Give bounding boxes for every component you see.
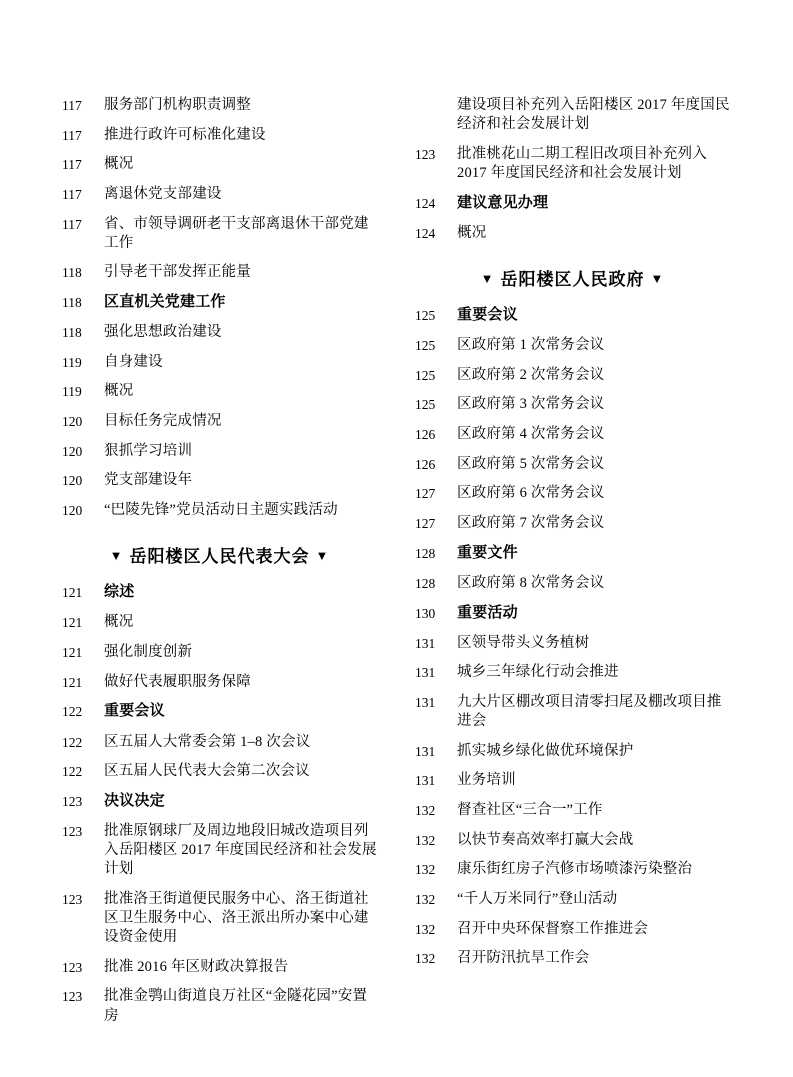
toc-entry[interactable]: [415, 801, 730, 820]
toc-entry-page: 117: [62, 216, 82, 232]
toc-entry-page: 131: [415, 743, 436, 759]
toc-entry[interactable]: [415, 484, 730, 503]
toc-entry[interactable]: [62, 412, 377, 431]
toc-entry-title: 区政府第 8 次常务会议: [457, 574, 605, 591]
toc-entry-title: 建议意见办理: [457, 194, 549, 211]
toc-entry-page: 119: [62, 354, 82, 370]
toc-entry[interactable]: [62, 958, 377, 977]
toc-entry-page: 121: [62, 615, 83, 631]
toc-entry[interactable]: [415, 693, 730, 731]
toc-entry-title: 重要会议: [457, 306, 518, 323]
toc-entry-title: 区领导带头义务植树: [457, 634, 590, 651]
toc-entry-page: 120: [62, 443, 83, 459]
toc-entry-title: 批准桃花山二期工程旧改项目补充列入 2017 年度国民经济和社会发展计划: [457, 145, 707, 181]
toc-entry-page: 122: [62, 704, 83, 720]
toc-entry-title: 概况: [104, 614, 134, 631]
toc-entry-title: 督查社区“三合一”工作: [457, 802, 603, 819]
toc-entry-page: 118: [62, 325, 82, 341]
toc-entry-title: 九大片区棚改项目清零扫尾及棚改项目推进会: [457, 694, 722, 730]
toc-entry-page: 121: [62, 644, 83, 660]
toc-entry[interactable]: [415, 771, 730, 790]
toc-entry[interactable]: [415, 306, 730, 326]
section-header-renda: [62, 542, 377, 567]
section-header-zhengfu: [415, 265, 730, 290]
toc-entry[interactable]: [62, 890, 377, 947]
toc-entry-page: 123: [415, 146, 436, 162]
toc-entry-title: 服务部门机构职责调整: [104, 97, 251, 113]
toc-entry[interactable]: [62, 155, 377, 174]
toc-entry-title: 目标任务完成情况: [104, 413, 222, 430]
toc-entry[interactable]: [62, 471, 377, 490]
toc-entry-page: 125: [415, 397, 436, 413]
toc-entry-page: 132: [415, 862, 436, 878]
toc-entry-page: 127: [415, 486, 436, 502]
toc-entry[interactable]: [415, 890, 730, 909]
toc-entry-page: 128: [415, 575, 436, 591]
toc-entry[interactable]: [62, 762, 377, 781]
toc-entry-title: 召开中央环保督察工作推进会: [457, 920, 649, 937]
toc-entry[interactable]: [62, 501, 377, 520]
toc-entry-page: 120: [62, 414, 83, 430]
toc-entry-title: 召开防汛抗旱工作会: [457, 950, 590, 967]
toc-entry-page: 132: [415, 803, 436, 819]
toc-left-entries-after: [62, 583, 377, 1026]
toc-right-entries: [415, 96, 730, 243]
toc-entry-title: 党支部建设年: [104, 472, 193, 489]
toc-entry[interactable]: [62, 733, 377, 752]
toc-entry-title: 重要文件: [457, 544, 518, 561]
toc-entry-title: 引导老干部发挥正能量: [104, 264, 251, 281]
toc-entry[interactable]: [415, 831, 730, 850]
toc-entry[interactable]: [62, 792, 377, 812]
toc-entry-page: 126: [415, 427, 436, 443]
toc-entry[interactable]: [62, 96, 377, 115]
toc-entry[interactable]: [415, 634, 730, 653]
toc-entry-title: 康乐街红房子汽修市场喷漆污染整治: [457, 861, 693, 878]
toc-entry[interactable]: [415, 96, 730, 134]
triangle-right-icon: ▼: [650, 270, 665, 286]
toc-right-entries-after: [415, 306, 730, 968]
toc-entry-title: 区政府第 4 次常务会议: [457, 426, 605, 443]
toc-entry[interactable]: [62, 442, 377, 461]
toc-entry-page: 123: [62, 793, 83, 809]
toc-entry[interactable]: [62, 643, 377, 662]
toc-entry[interactable]: [415, 455, 730, 474]
toc-entry-page: 131: [415, 773, 436, 789]
toc-entry-title: 重要活动: [457, 604, 518, 621]
toc-left-column: [62, 96, 377, 1036]
toc-entry[interactable]: [415, 514, 730, 533]
toc-entry-page: 122: [62, 734, 83, 750]
toc-entry[interactable]: [62, 185, 377, 204]
toc-entry-page: 119: [62, 384, 82, 400]
toc-entry-title: 区五届人民代表大会第二次会议: [104, 763, 310, 780]
toc-entry[interactable]: [62, 215, 377, 253]
toc-entry[interactable]: [415, 366, 730, 385]
toc-entry-title: 区政府第 1 次常务会议: [457, 337, 605, 354]
toc-entry[interactable]: [415, 544, 730, 564]
toc-entry-title: 批准原钢球厂及周边地段旧城改造项目列入岳阳楼区 2017 年度国民经济和社会发展计划: [104, 823, 377, 878]
toc-entry-title: 概况: [104, 156, 134, 173]
toc-entry-title: 区政府第 2 次常务会议: [457, 366, 605, 383]
section-header-renda-label: 岳阳楼区人民代表大会: [129, 547, 310, 567]
toc-entry-page: 120: [62, 502, 83, 518]
toc-entry-title: 强化思想政治建设: [104, 324, 222, 341]
toc-entry-title: 区政府第 7 次常务会议: [457, 514, 605, 531]
toc-entry-title: 抓实城乡绿化做优环境保护: [457, 742, 634, 759]
toc-left-entries: [62, 96, 377, 520]
toc-entry-page: 126: [415, 456, 436, 472]
toc-entry-page: 121: [62, 674, 83, 690]
toc-entry-page: 122: [62, 764, 83, 780]
toc-entry-title: “巴陵先锋”党员活动日主题实践活动: [104, 501, 338, 518]
toc-entry-page: 118: [62, 265, 82, 281]
toc-entry-page: 124: [415, 225, 436, 241]
toc-entry-title: 强化制度创新: [104, 643, 193, 660]
toc-columns: [62, 96, 731, 1036]
toc-entry-page: 123: [62, 824, 83, 840]
triangle-left-icon: ▼: [480, 270, 495, 286]
toc-entry-page: 125: [415, 367, 436, 383]
triangle-left-icon: ▼: [109, 548, 124, 564]
toc-entry-title: 综述: [104, 584, 135, 601]
toc-entry-title: 以快节奏高效率打赢大会战: [457, 831, 634, 848]
toc-entry-page: 121: [62, 585, 83, 601]
toc-right-column: [415, 96, 730, 979]
toc-entry[interactable]: [62, 987, 377, 1025]
toc-entry-title: 建设项目补充列入岳阳楼区 2017 年度国民经济和社会发展计划: [457, 97, 730, 133]
toc-entry-page: 132: [415, 951, 436, 967]
toc-entry-title: 业务培训: [457, 772, 516, 789]
toc-entry-page: 123: [62, 891, 83, 907]
toc-entry[interactable]: [62, 673, 377, 692]
toc-entry-page: 123: [62, 989, 83, 1005]
toc-entry-page: 130: [415, 605, 436, 621]
toc-entry-page: 132: [415, 921, 436, 937]
toc-entry-page: 132: [415, 832, 436, 848]
toc-entry-title: 城乡三年绿化行动会推进: [457, 664, 619, 681]
toc-entry-page: 117: [62, 98, 82, 113]
toc-entry-title: 批准 2016 年区财政决算报告: [104, 958, 289, 975]
toc-entry-page: 117: [62, 186, 82, 202]
toc-entry[interactable]: [415, 949, 730, 968]
triangle-right-icon: ▼: [315, 548, 330, 564]
toc-entry-title: “千人万米同行”登山活动: [457, 890, 618, 907]
toc-entry-page: 132: [415, 891, 436, 907]
toc-entry[interactable]: [62, 822, 377, 879]
toc-entry[interactable]: [415, 336, 730, 355]
toc-entry-title: 省、市领导调研老干支部离退休干部党建工作: [104, 215, 369, 251]
toc-entry-page: 118: [62, 294, 82, 310]
toc-entry-title: 做好代表履职服务保障: [104, 673, 251, 690]
toc-entry-title: 离退休党支部建设: [104, 185, 222, 202]
toc-entry-title: 批准洛王街道便民服务中心、洛王街道社区卫生服务中心、洛王派出所办案中心建设资金使用: [104, 890, 369, 946]
toc-entry-page: 124: [415, 195, 436, 211]
toc-entry-page: 120: [62, 473, 83, 489]
toc-entry[interactable]: [415, 574, 730, 593]
toc-entry-page: [415, 96, 457, 97]
toc-entry[interactable]: [415, 920, 730, 939]
toc-entry[interactable]: [62, 126, 377, 145]
toc-entry-title: 狠抓学习培训: [104, 442, 193, 459]
toc-entry[interactable]: [62, 613, 377, 632]
toc-entry-title: 推进行政许可标准化建设: [104, 126, 266, 143]
toc-entry-page: 123: [62, 959, 83, 975]
toc-entry-page: 125: [415, 307, 436, 323]
toc-entry-title: 自身建设: [104, 353, 163, 370]
toc-entry-title: 重要会议: [104, 703, 165, 720]
section-header-zhengfu-label: 岳阳楼区人民政府: [500, 269, 645, 289]
toc-entry-page: 128: [415, 545, 436, 561]
toc-entry-page: 117: [62, 127, 82, 143]
toc-entry[interactable]: [62, 323, 377, 342]
toc-entry-title: 决议决定: [104, 792, 165, 809]
toc-entry-page: 125: [415, 338, 436, 354]
toc-entry[interactable]: [415, 425, 730, 444]
toc-entry-page: 127: [415, 515, 436, 531]
toc-entry[interactable]: [62, 293, 377, 313]
toc-entry[interactable]: [415, 742, 730, 761]
toc-entry[interactable]: [62, 263, 377, 282]
toc-entry-page: 117: [62, 157, 82, 173]
toc-entry[interactable]: [415, 663, 730, 682]
toc-entry-page: 131: [415, 635, 436, 651]
toc-entry-title: 区直机关党建工作: [104, 293, 226, 310]
toc-entry[interactable]: [415, 145, 730, 183]
toc-entry-title: 概况: [104, 383, 134, 400]
toc-entry-title: 区政府第 5 次常务会议: [457, 455, 605, 472]
toc-entry[interactable]: [415, 224, 730, 243]
toc-entry-title: 区政府第 3 次常务会议: [457, 396, 605, 413]
toc-entry-title: 批准金鹗山街道良万社区“金隧花园”安置房: [104, 988, 368, 1024]
toc-entry[interactable]: [62, 702, 377, 722]
toc-entry-page: 131: [415, 695, 436, 711]
toc-entry[interactable]: [62, 382, 377, 401]
toc-entry-page: 131: [415, 665, 436, 681]
toc-entry-title: 区五届人大常委会第 1–8 次会议: [104, 733, 311, 750]
toc-entry[interactable]: [415, 604, 730, 624]
toc-entry[interactable]: [415, 194, 730, 214]
toc-entry-title: 概况: [457, 224, 487, 241]
toc-entry[interactable]: [415, 860, 730, 879]
toc-entry[interactable]: [62, 353, 377, 372]
toc-entry[interactable]: [62, 583, 377, 603]
toc-entry-title: 区政府第 6 次常务会议: [457, 485, 605, 502]
toc-entry[interactable]: [415, 395, 730, 414]
